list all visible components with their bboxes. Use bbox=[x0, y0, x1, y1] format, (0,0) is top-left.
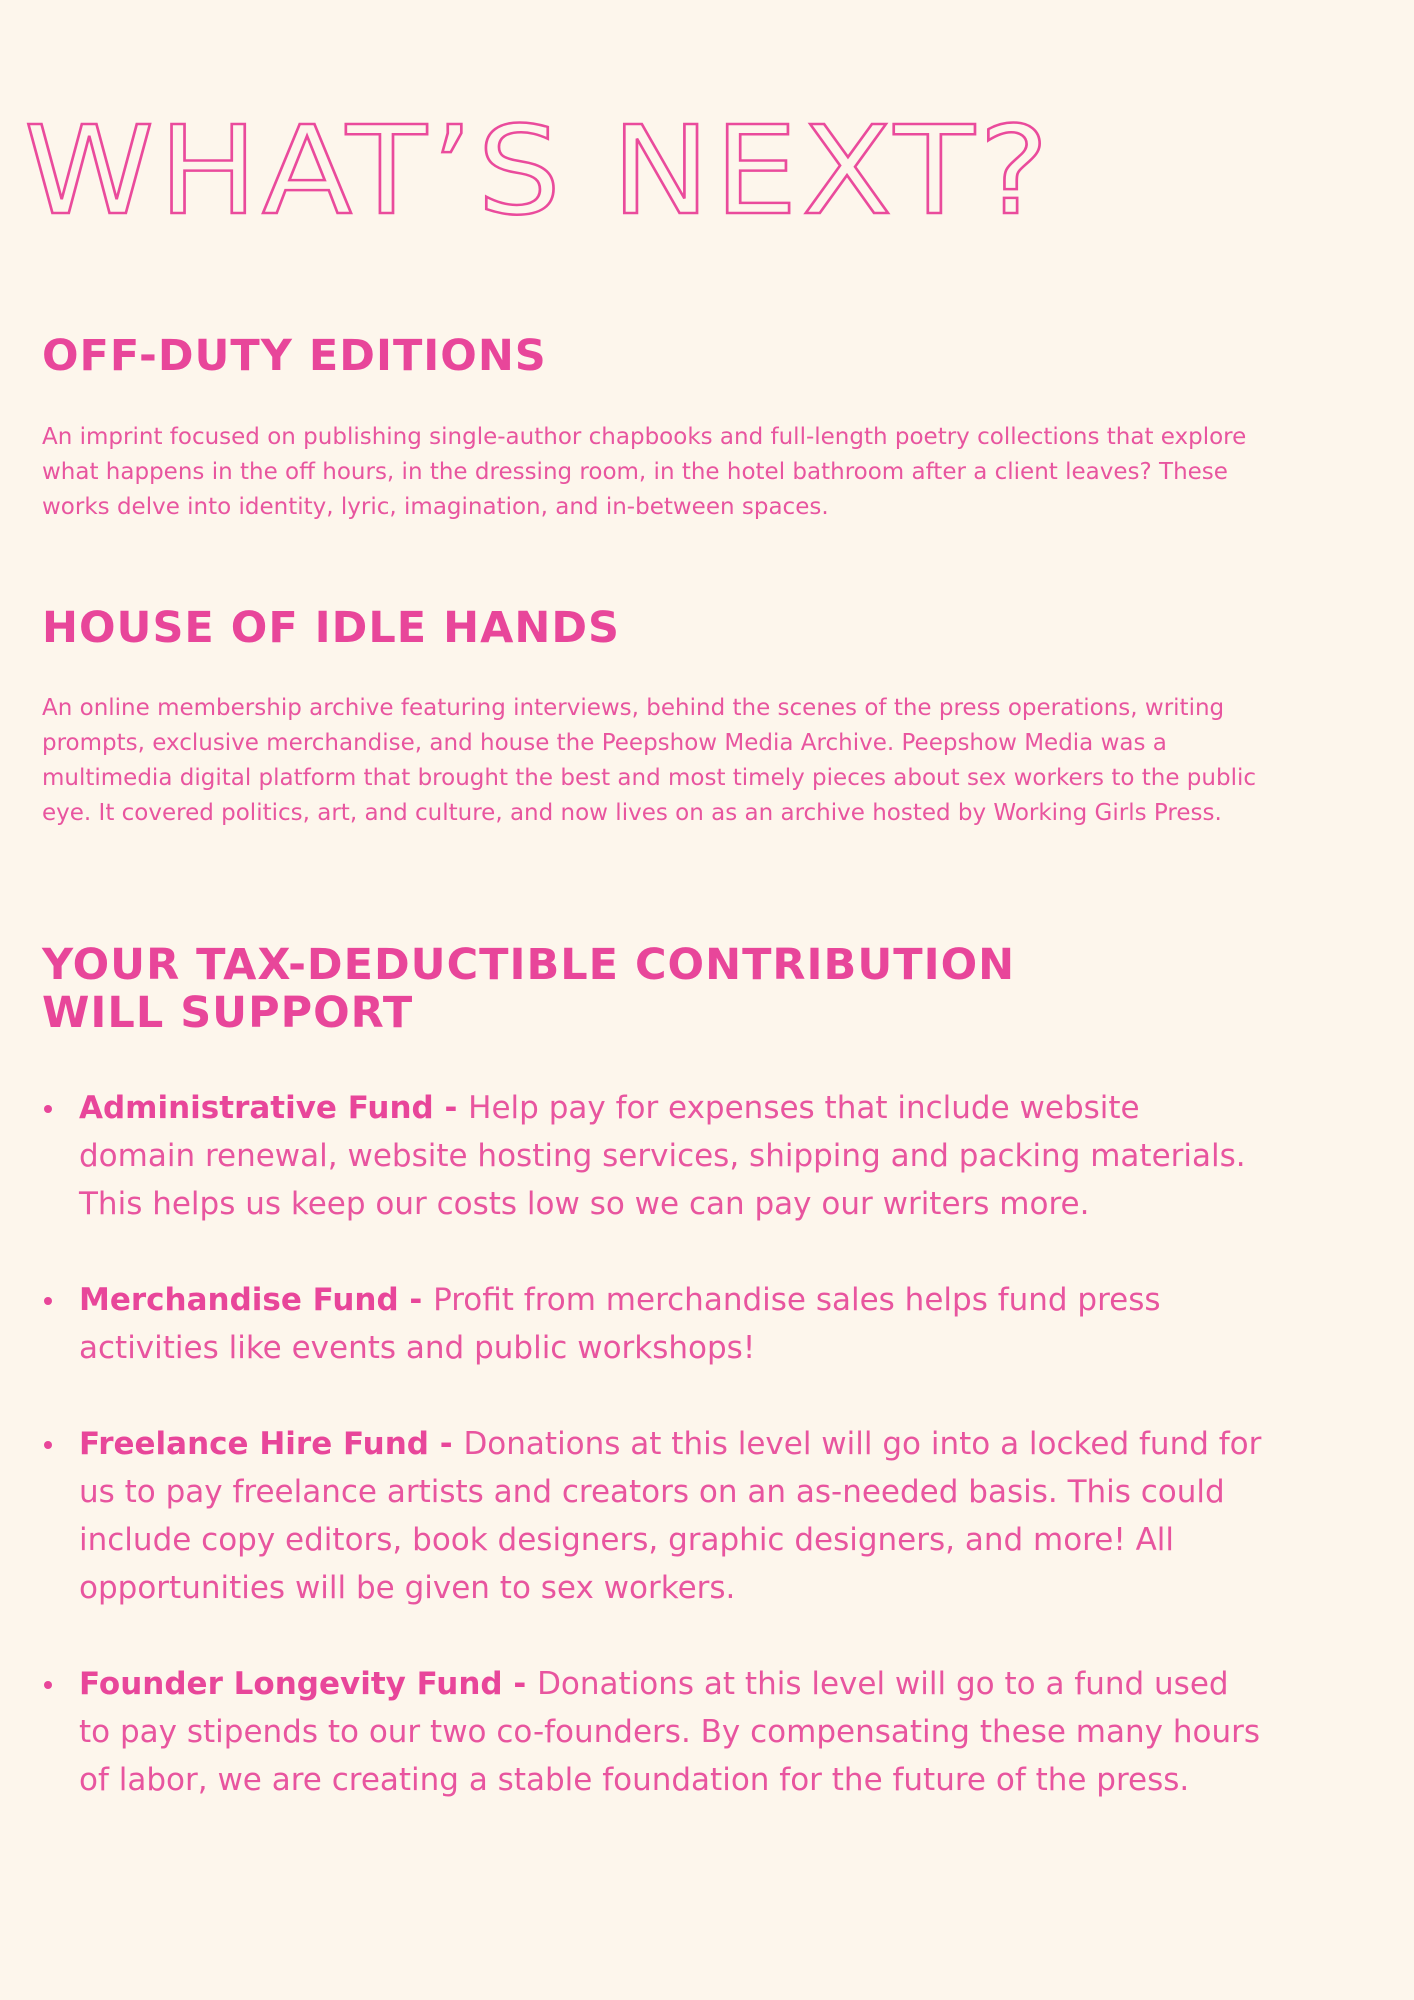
contribution-heading bbox=[42, 941, 1142, 1037]
bullet-icon bbox=[44, 1297, 52, 1305]
bullet-icon bbox=[44, 1105, 52, 1113]
contribution-heading-text: YOUR TAX-DEDUCTIBLE CONTRIBUTION WILL SUPPORT bbox=[42, 940, 1016, 1038]
fund-item-freelance-hire bbox=[42, 1420, 1262, 1612]
page-title: WHAT’S NEXT? bbox=[24, 100, 1054, 242]
house-of-idle-hands-description: An online membership archive featuring interviews, behind the scenes of the press operations, writing prompts, exclusive merchandise, and house the Peepshow Media Archive. Peepshow Media was a multimedia digital platform that brought the best and most timely pieces about sex workers to the public eye. It covered politics, art, and culture, and now lives on as an archive hosted by Working Girls Press. bbox=[42, 695, 1257, 826]
fund-item-merchandise bbox=[42, 1276, 1262, 1372]
fund-description: Profit from merchandise sales helps fund press activities like events and public workshops! bbox=[79, 1282, 1161, 1366]
fund-name: Founder Longevity Fund - bbox=[79, 1666, 538, 1702]
house-of-idle-hands-heading: HOUSE OF IDLE HANDS bbox=[42, 603, 621, 653]
off-duty-editions-description: An imprint focused on publishing single-author chapbooks and full-length poetry collections that explore what happens in the off hours, in the dressing room, in the hotel bathroom after a client leaves? These works delve into identity, lyric, imagination, and in-between spaces. bbox=[42, 424, 1247, 520]
fund-list bbox=[42, 1084, 1262, 1852]
fund-description: Help pay for expenses that include website domain renewal, website hosting services, shipping and packing materials. This helps us keep our costs low so we can pay our writers more. bbox=[79, 1090, 1246, 1222]
fund-name: Merchandise Fund - bbox=[79, 1282, 434, 1318]
off-duty-editions-heading: OFF-DUTY EDITIONS bbox=[42, 331, 547, 381]
fund-description: Donations at this level will go to a fund used to pay stipends to our two co-founders. By compensating these many hours of labor, we are creating a stable foundation for the future of the press. bbox=[79, 1666, 1260, 1798]
fund-name: Freelance Hire Fund - bbox=[79, 1426, 464, 1462]
bullet-icon bbox=[44, 1441, 52, 1449]
fund-item-founder-longevity bbox=[42, 1660, 1262, 1804]
fund-item-administrative bbox=[42, 1084, 1262, 1228]
fund-name: Administrative Fund - bbox=[79, 1090, 469, 1126]
fund-description: Donations at this level will go into a locked fund for us to pay freelance artists and creators on an as-needed basis. This could include copy editors, book designers, graphic designers, and more! All opportunities will be given to sex workers. bbox=[79, 1426, 1262, 1606]
bullet-icon bbox=[44, 1681, 52, 1689]
